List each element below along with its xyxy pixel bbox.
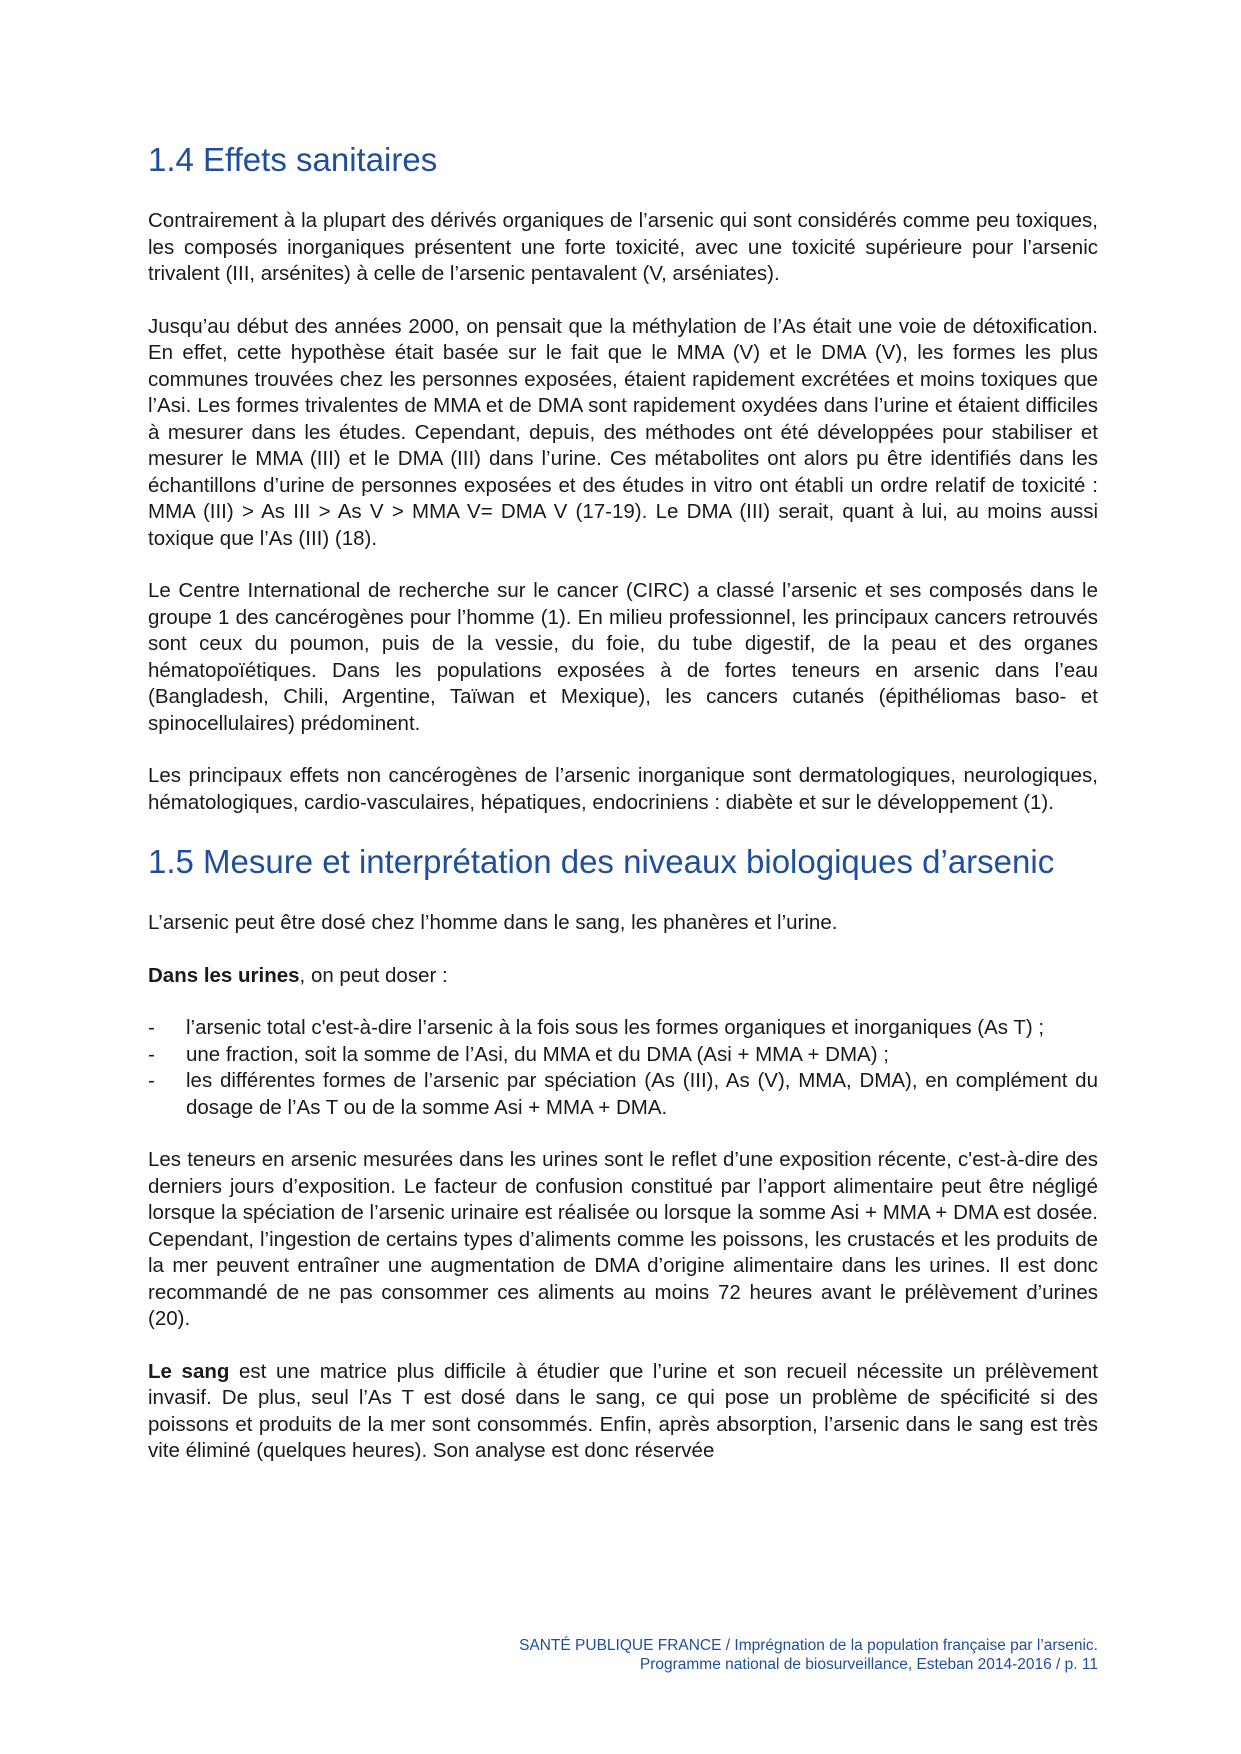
dash-bullet: - — [148, 1069, 155, 1092]
paragraph-dosage-intro: L’arsenic peut être dosé chez l’homme dans le sang, les phanères et l’urine. — [148, 911, 838, 934]
section-heading-1-5: 1.5 Mesure et interprétation des niveaux biologiques d’arsenic — [148, 843, 1055, 880]
list-item — [148, 1015, 1098, 1042]
list-item-text: une fraction, soit la somme de l’Asi, du MMA et du DMA (Asi + MMA + DMA) ; — [186, 1042, 889, 1066]
list-item — [148, 1068, 1098, 1121]
paragraph-circ: Le Centre International de recherche sur le cancer (CIRC) a classé l’arsenic et ses composés dans le groupe 1 des cancérogènes pour l’homme (1). En milieu professionnel, les principaux cancers retrouvés sont ceux du poumon, puis de la vessie, du foie, du tube digestif, de la peau et des organes hématopoïétiques. Dans les populations exposées à de fortes teneurs en arsenic dans l’eau (Bangladesh, Chili, Argentine, Taïwan et Mexique), les cancers cutanés (épithéliomas baso- et spinocellulaires) prédominent. — [148, 579, 1098, 735]
blood-text: est une matrice plus difficile à étudier que l’urine et son recueil nécessite un prélèvement invasif. De plus, seul l’As T est dosé dans le sang, ce qui pose un problème de spécificité si des poissons et produits de la mer sont consommés. Enfin, après absorption, l’arsenic dans le sang est très vite éliminé (quelques heures). Son analyse est donc réservée — [148, 1359, 1098, 1462]
footer-line-program: Programme national de biosurveillance, Esteban 2014-2016 / p. 11 — [639, 1656, 1098, 1673]
paragraph-urine-levels: Les teneurs en arsenic mesurées dans les urines sont le reflet d’une exposition récente, c'est-à-dire des derniers jours d’exposition. Le facteur de confusion constitué par l’apport alimentaire peut être négligé lorsque la spéciation de l’arsenic urinaire est réalisée ou lorsque la somme Asi + MMA + DMA est dosée. Cependant, l’ingestion de certains types d’aliments comme les poissons, les crustacés et les produits de la mer peuvent entraîner une augmentation de DMA d’origine alimentaire dans les urines. Il est donc recommandé de ne pas consommer ces aliments au moins 72 heures avant le prélèvement d’urines (20). — [148, 1148, 1098, 1330]
paragraph-methylation: Jusqu’au début des années 2000, on pensait que la méthylation de l’As était une voie de détoxification. En effet, cette hypothèse était basée sur le fait que le MMA (V) et le DMA (V), les formes les plus communes trouvées chez les personnes exposées, étaient rapidement excrétées et moins toxiques que l’Asi. Les formes trivalentes de MMA et de DMA sont rapidement oxydées dans l’urine et étaient difficiles à mesurer dans les études. Cependant, depuis, des méthodes ont été développées pour stabiliser et mesurer le MMA (III) et le DMA (III) dans l’urine. Ces métabolites ont alors pu être identifiés dans les échantillons d’urine de personnes exposées et des études in vitro ont établi un ordre relatif de toxicité : MMA (III) > As III > As V > MMA V= DMA V (17-19). Le DMA (III) serait, quant à lui, au moins aussi toxique que l’As (III) (18). — [148, 314, 1098, 550]
paragraph-non-cancer-effects: Les principaux effets non cancérogènes de l’arsenic inorganique sont dermatologiques, neurologiques, hématologiques, cardio-vasculaires, hépatiques, endocriniens : diabète et sur le développement (1). — [148, 764, 1098, 814]
section-heading-1-4: 1.4 Effets sanitaires — [148, 141, 438, 178]
footer-line-publisher: SANTÉ PUBLIQUE FRANCE / Imprégnation de la population française par l’arsenic. — [519, 1637, 1098, 1654]
document-page — [148, 140, 1098, 1465]
paragraph-blood — [148, 1359, 1098, 1465]
dash-bullet: - — [148, 1042, 155, 1066]
dash-bullet: - — [148, 1016, 155, 1039]
list-item — [148, 1042, 1098, 1069]
urine-measures-list — [148, 1015, 1098, 1121]
urines-intro-text: , on peut doser : — [299, 963, 448, 987]
sang-bold-label: Le sang — [148, 1359, 230, 1383]
page-footer — [519, 1636, 1098, 1674]
paragraph-urines-intro — [148, 963, 1098, 990]
urines-bold-label: Dans les urines — [148, 963, 300, 987]
paragraph-toxicity: Contrairement à la plupart des dérivés organiques de l’arsenic qui sont considérés comme peu toxiques, les composés inorganiques présentent une forte toxicité, avec une toxicité supérieure pour l’arsenic trivalent (III, arsénites) à celle de l’arsenic pentavalent (V, arséniates). — [148, 209, 1098, 285]
list-item-text: l’arsenic total c'est-à-dire l’arsenic à la fois sous les formes organiques et inorganiques (As T) ; — [186, 1016, 1045, 1039]
list-item-text: les différentes formes de l’arsenic par spéciation (As (III), As (V), MMA, DMA), en complément du dosage de l’As T ou de la somme Asi + MMA + DMA. — [186, 1069, 1098, 1119]
